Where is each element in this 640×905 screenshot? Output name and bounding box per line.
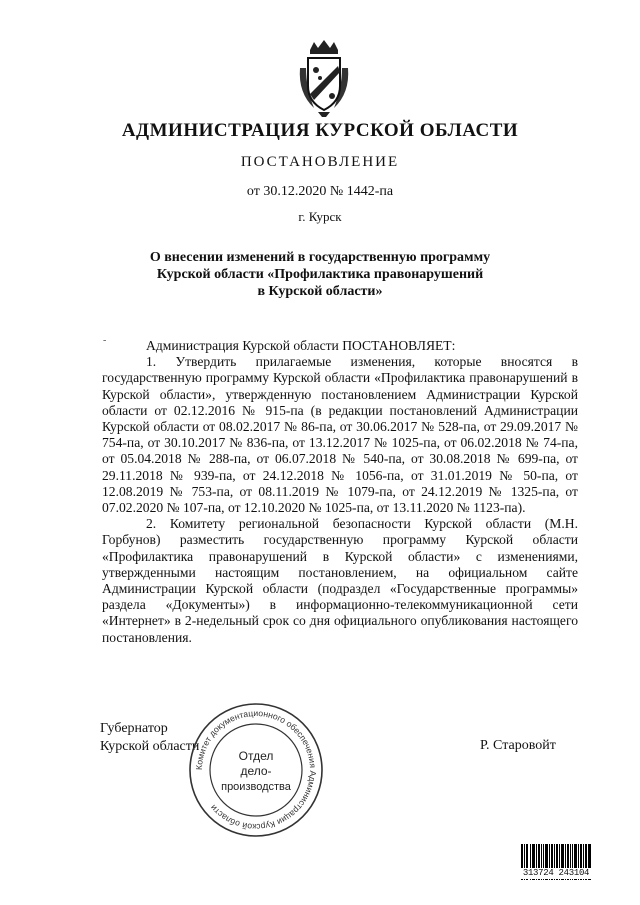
stamp-center-line: производства xyxy=(221,781,291,793)
document-body xyxy=(102,338,578,646)
subject-line: О внесении изменений в государственную программу xyxy=(149,250,491,265)
organization-title: АДМИНИСТРАЦИЯ КУРСКОЙ ОБЛАСТИ xyxy=(121,120,519,141)
stamp-center-line: Отдел xyxy=(238,749,274,763)
margin-mark: - xyxy=(103,335,107,346)
subject-line: Курской области «Профилактика правонарушений xyxy=(156,267,484,282)
signatory-title-line: Губернатор xyxy=(100,721,168,736)
signatory-title-line: Курской области xyxy=(100,739,200,754)
resolution-paragraph-2: 2. Комитету региональной безопасности Курской области (М.Н. Горбунов) разместить государственную программу Курской области «Профилактика правонарушений в Курской области» с изменениями, утвержденными настоящим постановлением, на официальном сайте Администрации Курской области (подраздел «Государственные программы» раздела «Документы») в информационно-телекоммуникационной сети «Интернет» в 2-недельный срок со дня официального опубликования настоящего постановления. xyxy=(102,516,578,645)
resolution-lead: Администрация Курской области ПОСТАНОВЛЯЕТ: xyxy=(146,338,456,353)
resolution-paragraph-1: 1. Утвердить прилагаемые изменения, которые вносятся в государственную программу Курской области «Профилактика правонарушений в Курской области», утвержденную постановлением Администрации Курской области от 02.12.2016 № 915-па (в редакции постановлений Администрации Курской области от 08.02.2017 № 86-па, от 30.06.2017 № 528-па, от 29.09.2017 № 754-па, от 30.10.2017 № 836-па, от 13.12.2017 № 1025-па, от 06.02.2018 № 74-па, от 05.04.2018 № 288-па, от 06.07.2018 № 540-па, от 30.08.2018 № 699-па, от 29.11.2018 № 939-па, от 24.12.2018 № 1056-па, от 31.01.2019 № 50-па, от 12.08.2019 № 753-па, от 08.11.2019 № 1079-па, от 24.12.2019 № 1325-па, от 07.02.2020 № 107-па, от 12.10.2020 № 1025-па, от 13.11.2020 № 1123-па). xyxy=(102,354,578,516)
barcode-number: 313724 243104 xyxy=(522,868,590,878)
coat-of-arms-emblem xyxy=(296,38,352,118)
office-stamp xyxy=(186,700,326,840)
document-city: г. Курск xyxy=(298,209,342,224)
document-subject xyxy=(0,249,640,300)
signatory-title xyxy=(100,720,199,756)
subject-line: в Курской области» xyxy=(257,284,383,299)
stamp-ring-text: Комитет документационного обеспечения Администрации Курской области xyxy=(193,707,319,833)
document-date-number: от 30.12.2020 № 1442-па xyxy=(246,184,394,199)
stamp-center-line: дело- xyxy=(240,764,272,778)
document-type: ПОСТАНОВЛЕНИЕ xyxy=(240,154,400,170)
signatory-name: Р. Старовойт xyxy=(480,738,556,753)
